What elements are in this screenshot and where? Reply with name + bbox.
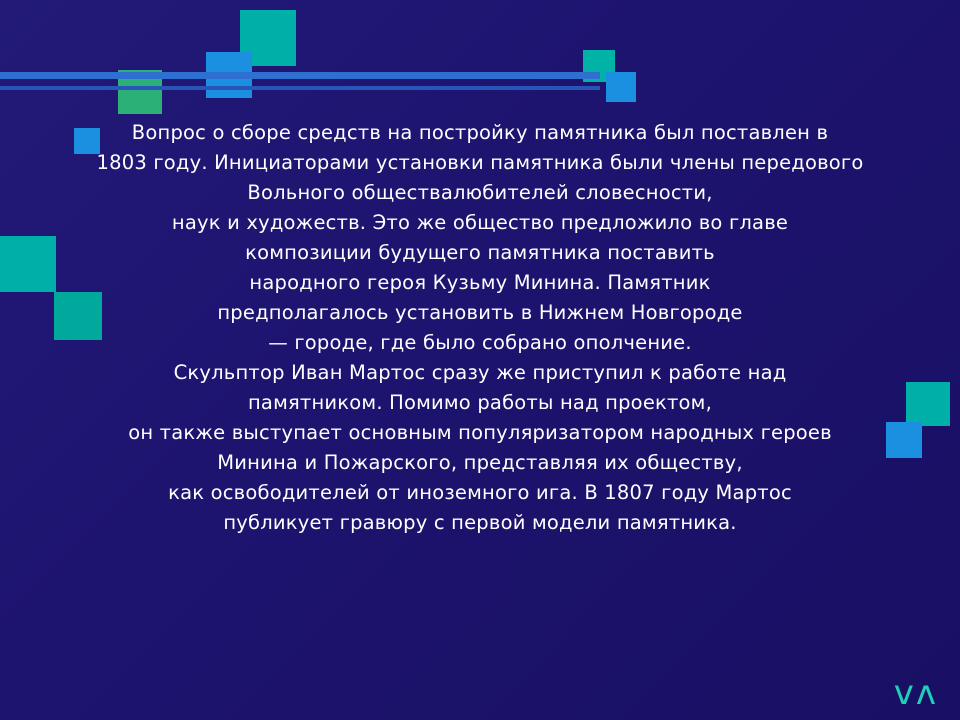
body-line: 1803 году. Инициаторами установки памятника были члены передового [96,151,864,174]
body-line: как освободителей от иноземного ига. В 1807 году Мартос [168,481,792,504]
body-line: памятником. Помимо работы над проектом, [247,391,712,414]
body-line: Скульптор Иван Мартос сразу же приступил к работе над [173,361,787,384]
decor-square-teal-left [0,236,56,292]
top-rule-lower [0,86,600,90]
body-line: Вольного обществалюбителей словесности, [247,181,713,204]
decor-square-blue-small-top [606,72,636,102]
body-line: — городе, где было собрано ополчение. [268,331,692,354]
decor-square-teal-right [906,382,950,426]
body-line: предполагалось установить в Нижнем Новгороде [217,301,743,324]
top-rule-upper [0,72,600,79]
body-line: Минина и Пожарского, представляя их обществу, [217,451,743,474]
body-line: Вопрос о сборе средств на постройку памятника был поставлен в [131,121,829,144]
slide-body-text [50,118,910,538]
body-line: композиции будущего памятника поставить [245,241,715,264]
body-line: публикует гравюру с первой модели памятника. [223,511,737,534]
body-line: народного героя Кузьму Минина. Памятник [249,271,711,294]
body-line: он также выступает основным популяризатором народных героев [128,421,832,444]
body-line: наук и художеств. Это же общество предложило во главе [171,211,789,234]
logo-mark: ᴠᴧ [893,673,938,713]
